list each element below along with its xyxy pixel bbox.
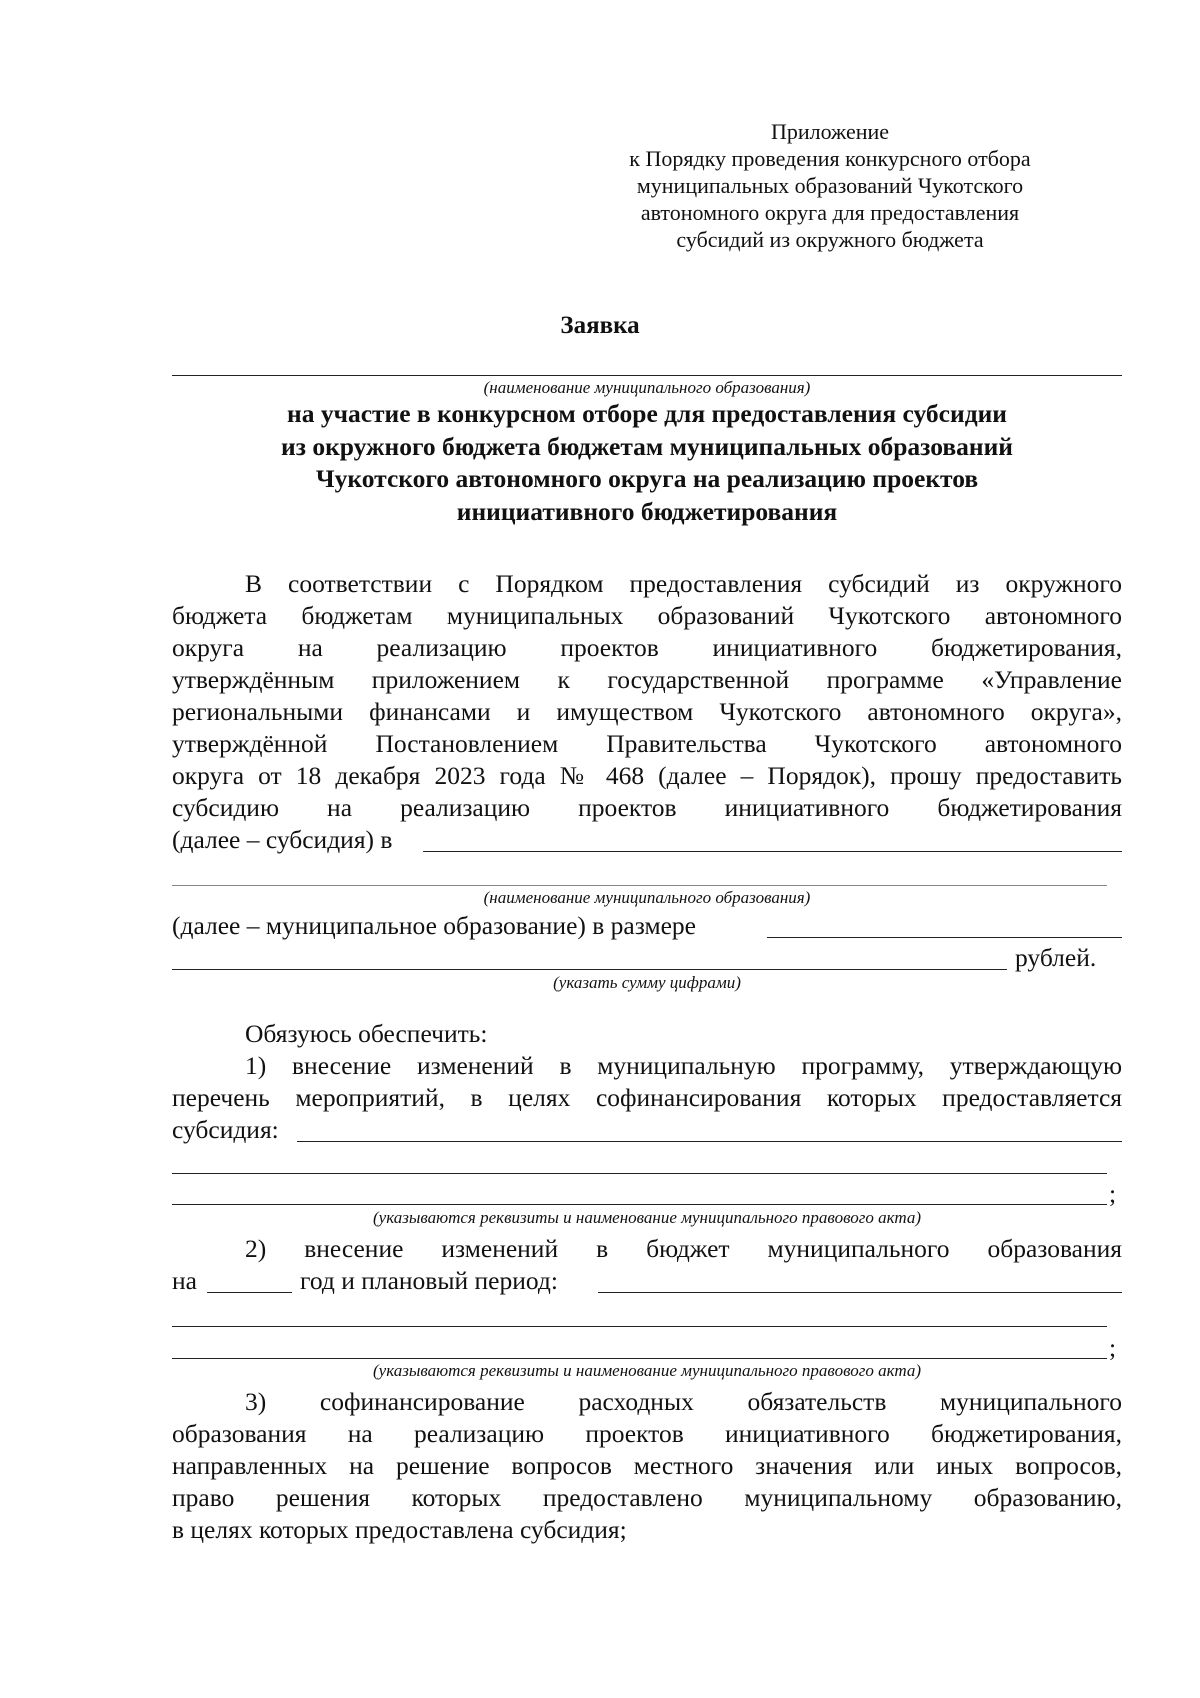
paragraph-line: субсидию на реализацию проектов инициативного бюджетирования <box>172 793 1122 822</box>
paragraph-line: утверждённой Постановлением Правительства Чукотского автономного <box>172 729 1122 758</box>
municipality-fill-line <box>423 851 1122 852</box>
paragraph-line: бюджета бюджетам муниципальных образований Чукотского автономного <box>172 601 1122 630</box>
application-heading <box>172 398 1122 528</box>
amount-prefix: (далее – муниципальное образование) в размере <box>172 911 696 940</box>
paragraph-line: региональными финансами и имуществом Чукотского автономного округа», <box>172 697 1122 726</box>
item1-line: перечень мероприятий, в целях софинансирования которых предоставляется <box>172 1083 1122 1112</box>
act-fill-line <box>172 1173 1107 1174</box>
appendix-line: автономного округа для предоставления <box>640 200 1020 225</box>
act-fill-line <box>172 1326 1107 1327</box>
semicolon: ; <box>1109 1333 1117 1362</box>
appendix-line: Приложение <box>770 119 890 144</box>
municipality-fill-line <box>172 375 1122 376</box>
item1-line: 1) внесение изменений в муниципальную программу, утверждающую <box>245 1051 1122 1080</box>
act-fill-line <box>297 1141 1122 1142</box>
item2-na: на <box>172 1266 197 1295</box>
act-fill-line <box>172 1358 1107 1359</box>
item2-line: 2) внесение изменений в бюджет муниципального образования <box>245 1234 1122 1263</box>
municipality-fill-line <box>172 885 1107 886</box>
act-fill-line <box>598 1292 1122 1293</box>
item3-line: образования на реализацию проектов инициативного бюджетирования, <box>172 1419 1122 1448</box>
amount-fill-line <box>767 937 1122 938</box>
amount-fill-line <box>172 969 1007 970</box>
item3-line: направленных на решение вопросов местного значения или иных вопросов, <box>172 1451 1122 1480</box>
paragraph-line: В соответствии с Порядком предоставления субсидий из окружного <box>245 569 1122 598</box>
item1-prefix: субсидия: <box>172 1115 279 1144</box>
act-caption: (указываются реквизиты и наименование муниципального правового акта) <box>372 1208 922 1227</box>
appendix-line: муниципальных образований Чукотского <box>636 173 1024 198</box>
municipality-caption: (наименование муниципального образования) <box>483 378 811 397</box>
item3-line: 3) софинансирование расходных обязательств муниципального <box>245 1387 1122 1416</box>
paragraph-line: утверждённым приложением к государственной программе «Управление <box>172 665 1122 694</box>
paragraph-line-prefix: (далее – субсидия) в <box>172 825 393 854</box>
act-caption: (указываются реквизиты и наименование муниципального правового акта) <box>372 1361 922 1380</box>
paragraph-line: округа на реализацию проектов инициативного бюджетирования, <box>172 633 1122 662</box>
appendix-block <box>600 118 1060 253</box>
year-fill-line <box>207 1292 292 1293</box>
semicolon: ; <box>1109 1179 1117 1208</box>
amount-suffix: рублей. <box>1015 943 1097 972</box>
item3-line: право решения которых предоставлено муниципальному образованию, <box>172 1483 1122 1512</box>
heading-line: Чукотского автономного округа на реализацию проектов <box>315 464 979 493</box>
act-fill-line <box>172 1204 1107 1205</box>
appendix-line: субсидий из окружного бюджета <box>676 227 984 252</box>
heading-line: инициативного бюджетирования <box>456 496 838 526</box>
document-title: Заявка <box>560 312 640 339</box>
amount-caption: (указать сумму цифрами) <box>553 973 741 992</box>
item2-period: год и плановый период: <box>300 1266 558 1295</box>
municipality-caption: (наименование муниципального образования) <box>483 888 811 907</box>
heading-line: на участие в конкурсном отборе для предоставления субсидии <box>287 399 1007 428</box>
heading-line: из окружного бюджета бюджетам муниципальных образований <box>281 431 1013 461</box>
item3-line: в целях которых предоставлена субсидия; <box>172 1515 627 1544</box>
paragraph-line: округа от 18 декабря 2023 года № 468 (далее – Порядок), прошу предоставить <box>172 761 1122 790</box>
obligation-intro: Обязуюсь обеспечить: <box>245 1019 488 1048</box>
appendix-line: к Порядку проведения конкурсного отбора <box>629 146 1031 171</box>
